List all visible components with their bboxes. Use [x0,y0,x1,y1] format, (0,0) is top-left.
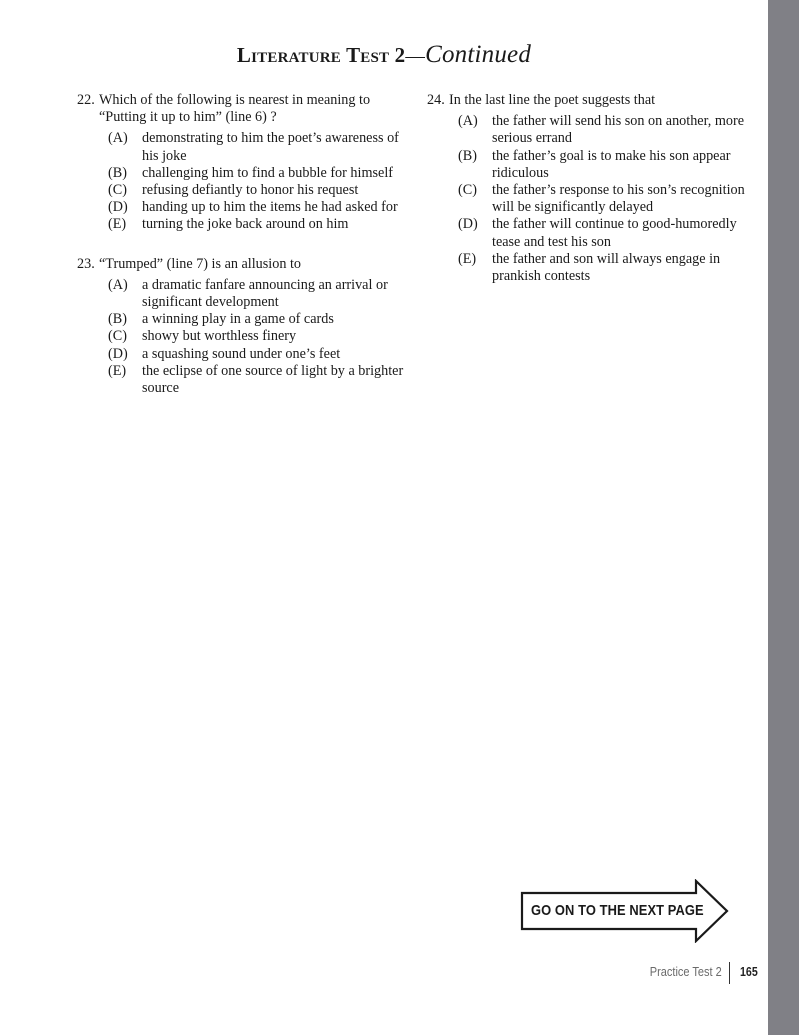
answer-option-a[interactable] [458,113,762,147]
option-letter: (B) [108,311,127,328]
option-letter: (B) [108,164,127,181]
option-letter: (D) [108,345,128,362]
option-text: the father’s goal is to make his son appear ridiculous [492,147,731,181]
left-column [77,92,412,397]
option-letter: (E) [458,250,477,267]
question-text: In the last line the poet suggests that [449,92,656,108]
question-number: 22. [77,92,95,108]
answer-option-c[interactable] [458,182,762,216]
answer-option-c[interactable] [108,182,412,199]
next-page-label: GO ON TO THE NEXT PAGE [531,902,704,919]
answer-option-a[interactable] [108,130,412,164]
answer-option-e[interactable] [458,251,762,285]
page-edge-tab [768,0,799,1035]
option-text: the eclipse of one source of light by a brighter source [142,362,404,397]
option-text: a winning play in a game of cards [142,311,334,328]
option-text: demonstrating to him the poet’s awareness of his joke [142,130,399,164]
answer-option-c[interactable] [108,328,412,345]
title-main: Literature Test 2 [236,43,406,67]
option-text: refusing defiantly to honor his request [142,182,359,199]
question-22 [77,92,412,234]
answer-option-d[interactable] [458,216,762,250]
option-letter: (C) [458,182,477,199]
option-letter: (B) [458,147,477,164]
option-text: the father and son will always engage in prankish contests [492,250,721,285]
option-text: showy but worthless finery [142,328,297,345]
right-column [427,92,762,285]
answer-option-b[interactable] [108,165,412,182]
page-number: 165 [740,965,758,979]
option-text: the father’s response to his son’s recognition will be significantly delayed [492,182,745,216]
option-letter: (C) [108,328,127,345]
option-text: challenging him to find a bubble for himself [142,164,393,181]
title-continued: Continued [425,41,532,68]
question-stem [427,92,762,109]
option-letter: (E) [108,216,127,233]
answer-option-e[interactable] [108,363,412,397]
question-text: Which of the following is nearest in meaning to “Putting it up to him” (line 6) ? [99,92,371,126]
answer-option-b[interactable] [458,148,762,182]
option-letter: (A) [108,130,128,147]
answer-option-d[interactable] [108,199,412,216]
option-text: the father will continue to good-humoredly tease and test his son [492,216,737,250]
option-text: the father will send his son on another, more serious errand [492,113,744,147]
option-text: a dramatic fanfare announcing an arrival or significant development [142,276,388,311]
footer-section-label: Practice Test 2 [650,965,722,979]
next-page-button[interactable] [520,879,730,943]
option-text: a squashing sound under one’s feet [142,345,341,362]
option-letter: (D) [108,199,128,216]
footer-divider [729,962,730,984]
option-letter: (E) [108,362,127,379]
answer-option-b[interactable] [108,311,412,328]
question-number: 24. [427,92,445,108]
answer-options [77,277,412,397]
question-number: 23. [77,255,95,272]
question-stem [77,92,412,126]
option-letter: (C) [108,182,127,199]
option-text: turning the joke back around on him [142,216,349,233]
option-letter: (A) [458,113,478,130]
option-letter: (A) [108,276,128,293]
answer-option-d[interactable] [108,346,412,363]
question-text: “Trumped” (line 7) is an allusion to [99,255,302,272]
answer-option-e[interactable] [108,216,412,233]
question-23 [77,256,412,398]
answer-options [427,113,762,285]
option-letter: (D) [458,216,478,233]
page-title [0,41,768,69]
title-dash: — [405,46,426,67]
page-footer [600,963,760,983]
question-stem [77,256,412,273]
answer-options [77,130,412,233]
option-text: handing up to him the items he had asked for [142,199,398,216]
question-24 [427,92,762,285]
answer-option-a[interactable] [108,277,412,311]
